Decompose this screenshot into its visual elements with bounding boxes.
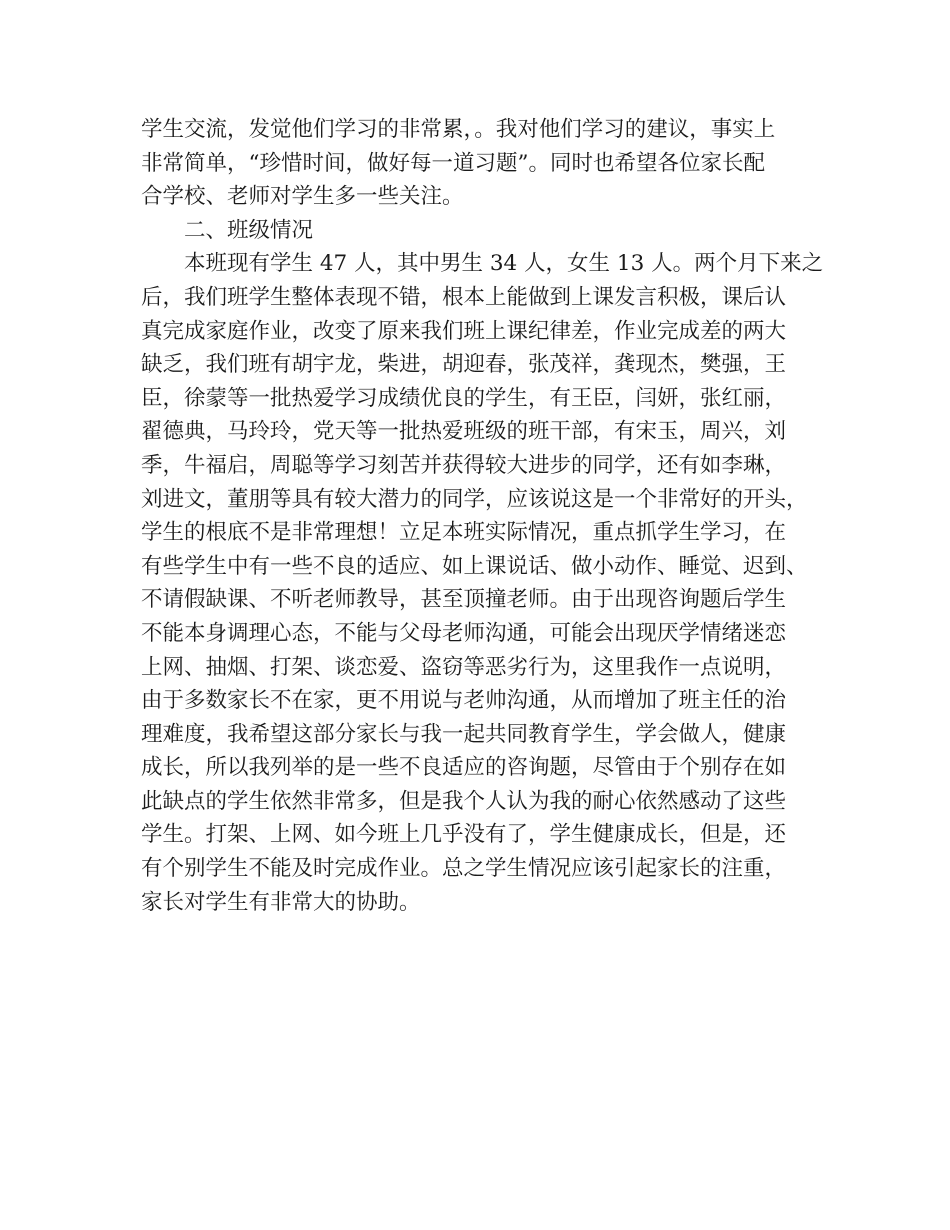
text-line: 理难度，我希望这部分家长与我一起共同教育学生，学会做人，健康: [141, 721, 787, 747]
text-line: 翟德典，马玲玲，党天等一批热爱班级的班干部，有宋玉，周兴，刘: [141, 419, 787, 445]
text-line: 真完成家庭作业，改变了原来我们班上课纪律差，作业完成差的两大: [141, 318, 787, 344]
text-line: 缺乏，我们班有胡宇龙，柴进，胡迎春，张茂祥，龚现杰，樊强，王: [141, 352, 787, 378]
text-line: 刘进文，董朋等具有较大潜力的同学，应该说这是一个非常好的开头，: [141, 486, 808, 512]
text-line: 本班现有学生 47 人，其中男生 34 人，女生 13 人。两个月下来之: [184, 251, 824, 277]
text-line: 由于多数家长不在家，更不用说与老帅沟通，从而增加了班主任的治: [141, 688, 787, 714]
section-heading: 二、班级情况: [184, 217, 314, 243]
text-line: 不能本身调理心态，不能与父母老师沟通，可能会出现厌学情绪迷恋: [141, 620, 787, 646]
text-line: 上网、抽烟、打架、谈恋爱、盗窃等恶劣行为，这里我作一点说明，: [141, 654, 787, 680]
body-text: [141, 113, 824, 919]
text-line: 此缺点的学生依然非常多，但是我个人认为我的耐心依然感动了这些: [141, 788, 787, 814]
text-line: 学生的根底不是非常理想！立足本班实际情况，重点抓学生学习，在: [141, 520, 787, 546]
text-line: 成长，所以我列举的是一些不良适应的咨询题，尽管由于个别存在如: [141, 755, 787, 781]
text-line: 有个别学生不能及时完成作业。总之学生情况应该引起家长的注重，: [141, 856, 787, 882]
text-line: 臣，徐蒙等一批热爱学习成绩优良的学生，有王臣，闫妍，张红丽，: [141, 385, 787, 411]
text-line: 不请假缺课、不听老师教导，甚至顶撞老师。由于出现咨询题后学生: [141, 587, 787, 613]
text-line: 季，牛福启，周聪等学习刻苦并获得较大进步的同学，还有如李琳，: [141, 452, 787, 478]
text-line: 后，我们班学生整体表现不错，根本上能做到上课发言积极，课后认: [141, 284, 787, 310]
text-line: 学生。打架、上网、如今班上几乎没有了，学生健康成长，但是，还: [141, 822, 787, 848]
text-line: 家长对学生有非常大的协助。: [141, 889, 421, 915]
text-line: 合学校、老师对学生多一些关注。: [141, 184, 464, 210]
text-line: 有些学生中有一些不良的适应、如上课说话、做小动作、睡觉、迟到、: [141, 553, 808, 579]
text-line: 非常简单，“珍惜时间，做好每一道习题”。同时也希望各位家长配: [141, 150, 765, 176]
text-line: 学生交流，发觉他们学习的非常累，。我对他们学习的建议，事实上: [141, 117, 776, 142]
